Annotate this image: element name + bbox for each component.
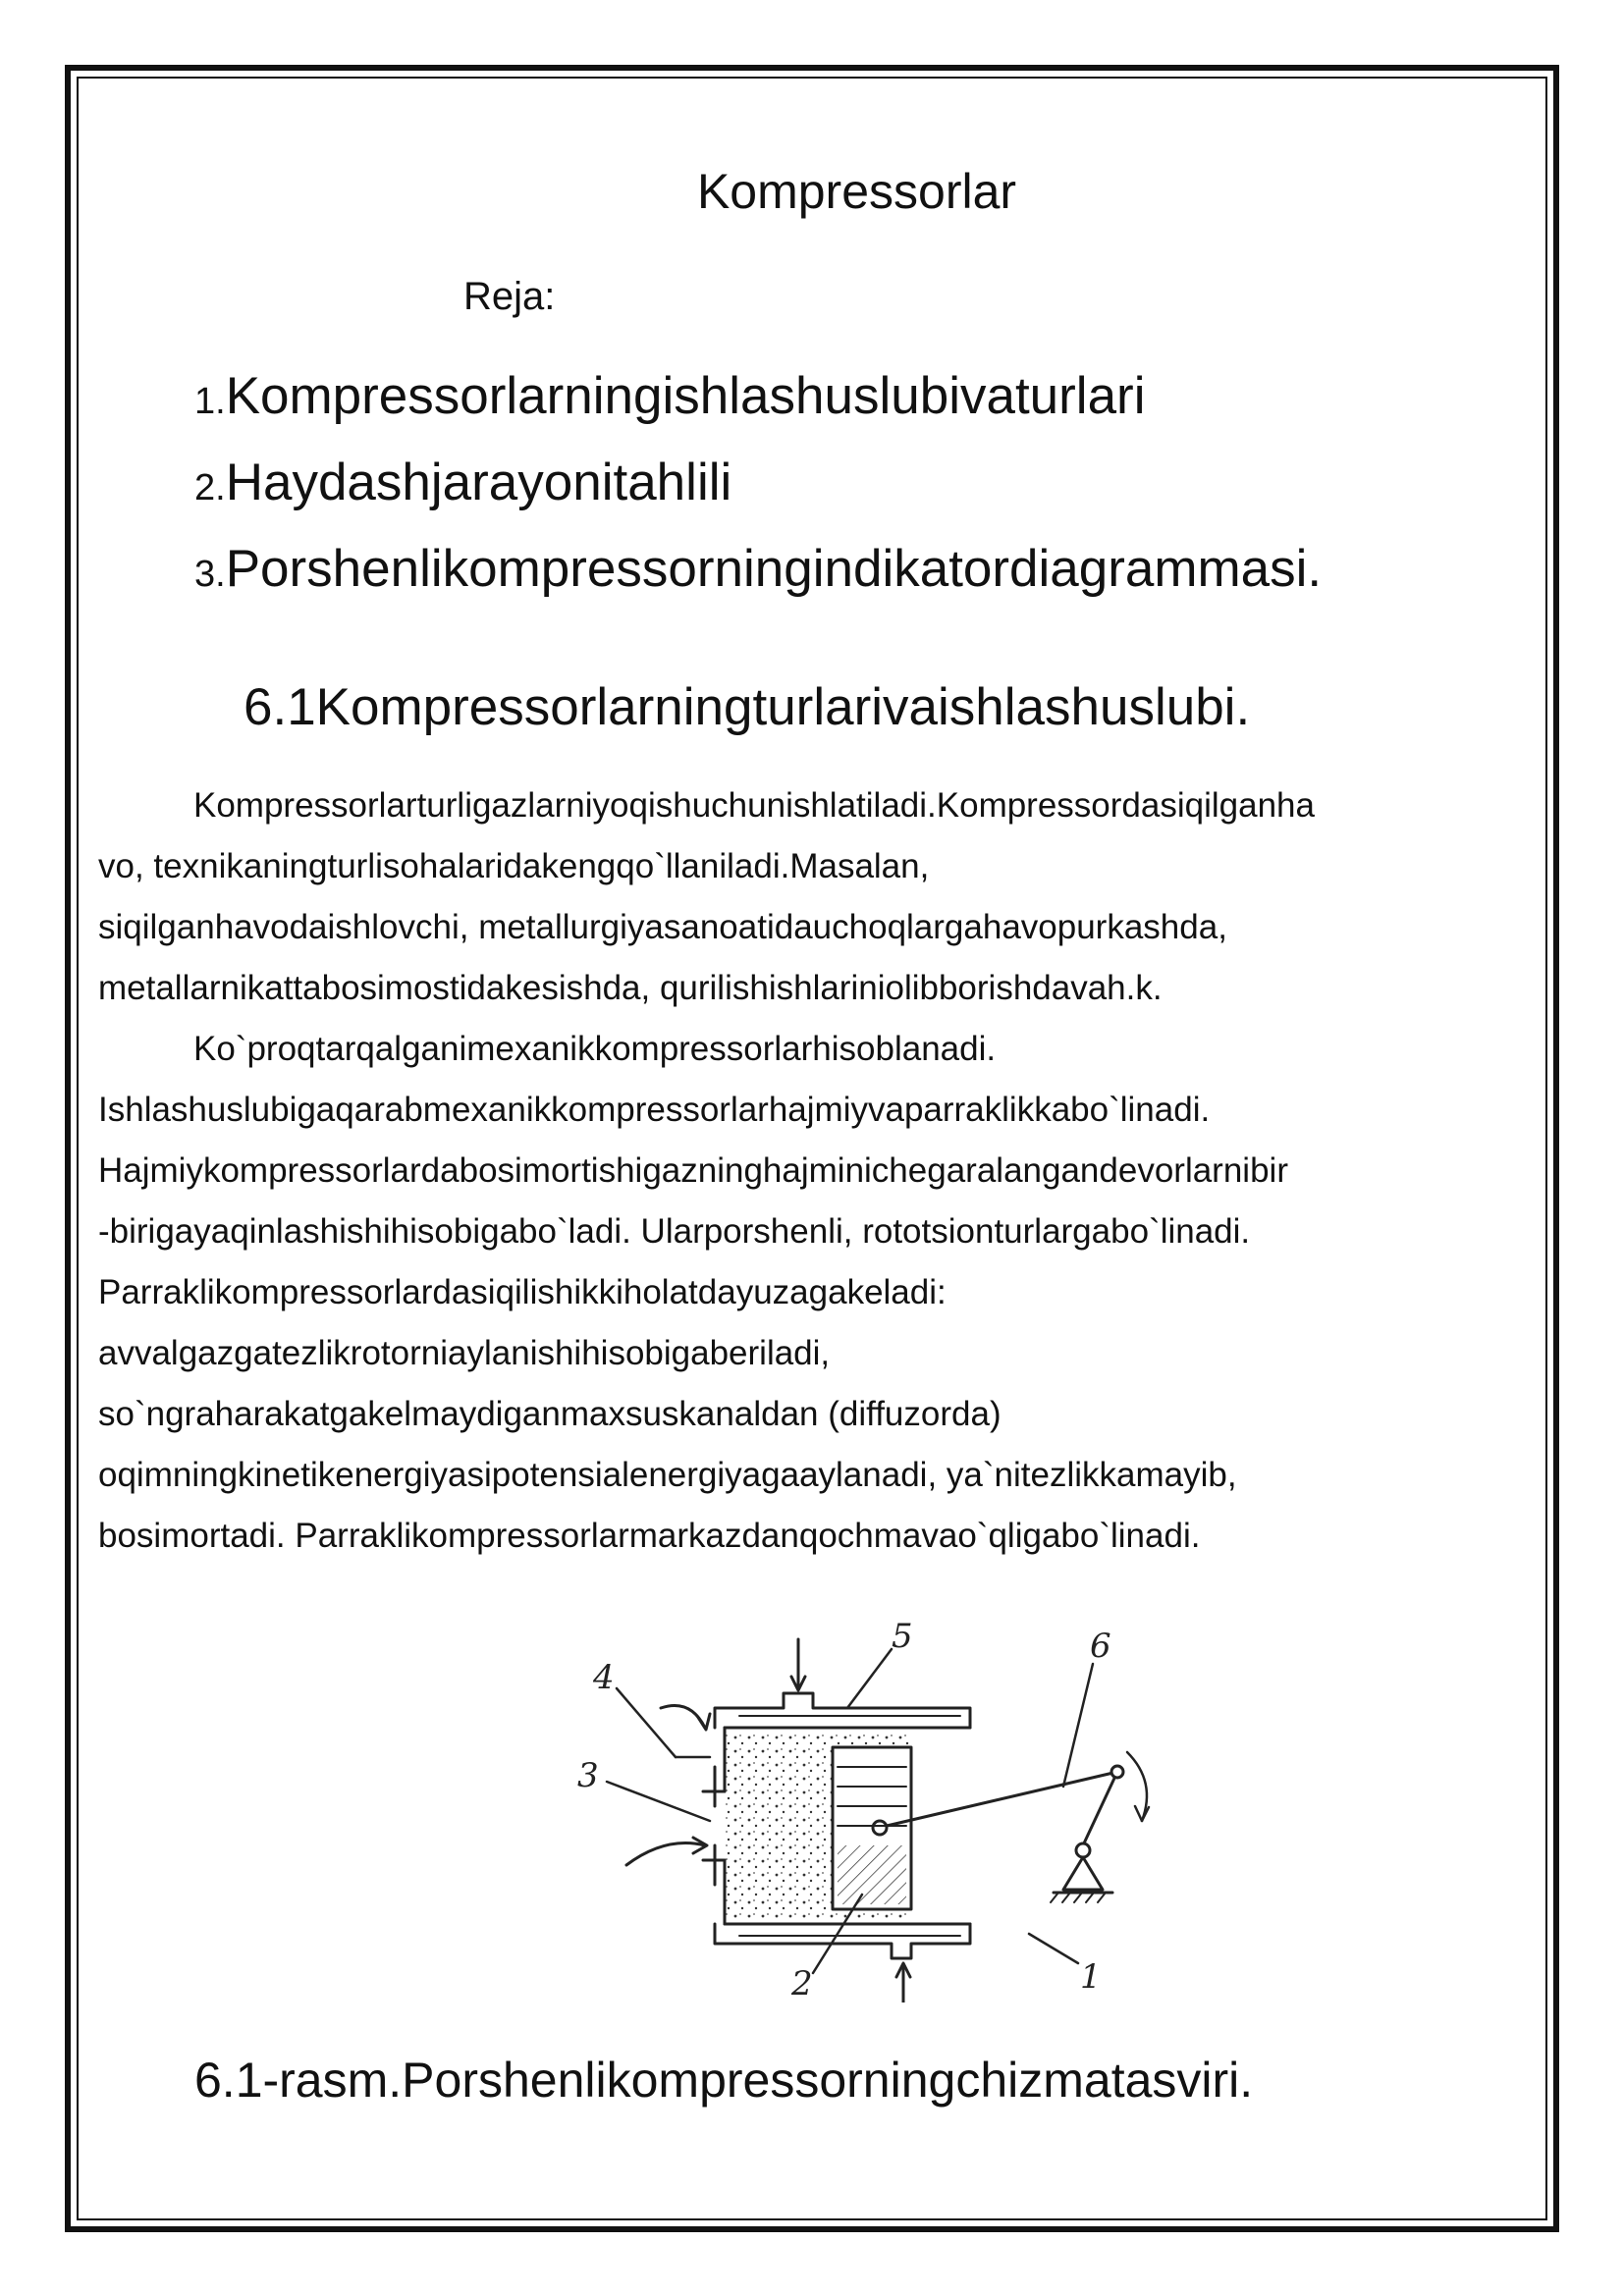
plan-item-number: 2. [194,467,226,508]
body-line: siqilganhavodaishlovchi, metallurgiyasanoatidauchoqlargahavopurkashda, [98,908,1227,946]
body-line: -birigayaqinlashishihisobigabo`ladi. Ularporshenli, rototsionturlargabo`linadi. [98,1212,1251,1251]
body-paragraph [98,775,1532,1567]
plan-item [194,440,1322,526]
compressor-diagram [568,1610,1274,2002]
label-4: 4 [593,1658,615,1697]
body-line: Ishlashuslubigaqarabmexanikkompressorlarhajmiyvaparraklikkabo`linadi. [98,1091,1211,1129]
body-line: avvalgazgatezlikrotorniaylanishihisobigaberiladi, [98,1334,831,1372]
plan-item [194,353,1322,440]
plan-item-text: Kompressorlarningishlashuslubivaturlari [225,367,1146,425]
label-3: 3 [577,1756,599,1795]
body-line: vo, texnikaningturlisohalaridakengqo`llaniladi.Masalan, [98,847,930,885]
crank-mechanism [887,1752,1149,1902]
body-line: Hajmiykompressorlardabosimortishigazninghajminichegaralangandevorlarnibir [98,1151,1288,1190]
plan-list [194,353,1322,613]
body-line: Ko`proqtarqalganimexanikkompressorlarhisoblanadi. [193,1030,997,1068]
plan-item-number: 3. [194,554,226,595]
body-line: metallarnikattabosimostidakesishda, qurilishishlariniolibborishdavah.k. [98,969,1163,1007]
label-1: 1 [1080,1957,1102,1997]
body-line: so`ngraharakatgakelmaydiganmaxsuskanaldan (diffuzorda) [98,1395,1001,1433]
plan-item [194,526,1322,613]
label-5: 5 [892,1617,913,1656]
plan-item-text: Porshenlikompressorningindikatordiagrammasi. [225,540,1323,598]
piston [833,1747,911,1909]
valve-icon [703,1767,725,1885]
label-6: 6 [1090,1627,1111,1666]
figure-caption: 6.1-rasm.Porshenlikompressorningchizmatasviri. [194,2053,1254,2108]
plan-item-text: Haydashjarayonitahlili [225,454,732,511]
body-line: oqimningkinetikenergiyasipotensialenergiyagaaylanadi, ya`nitezlikkamayib, [98,1456,1237,1494]
label-2: 2 [791,1964,813,2002]
plan-label: Reja: [463,275,556,318]
document-title: Kompressorlar [696,164,1017,219]
body-line: Parraklikompressorlardasiqilishikkiholatdayuzagakeladi: [98,1273,947,1311]
section-heading: 6.1Kompressorlarningturlarivaishlashuslubi. [244,678,1251,736]
plan-item-number: 1. [194,381,226,422]
body-line: bosimortadi. Parraklikompressorlarmarkazdanqochmavao`qligabo`linadi. [98,1517,1201,1555]
body-line: Kompressorlarturligazlarniyoqishuchunishlatiladi.Kompressordasiqilganha [193,786,1315,825]
